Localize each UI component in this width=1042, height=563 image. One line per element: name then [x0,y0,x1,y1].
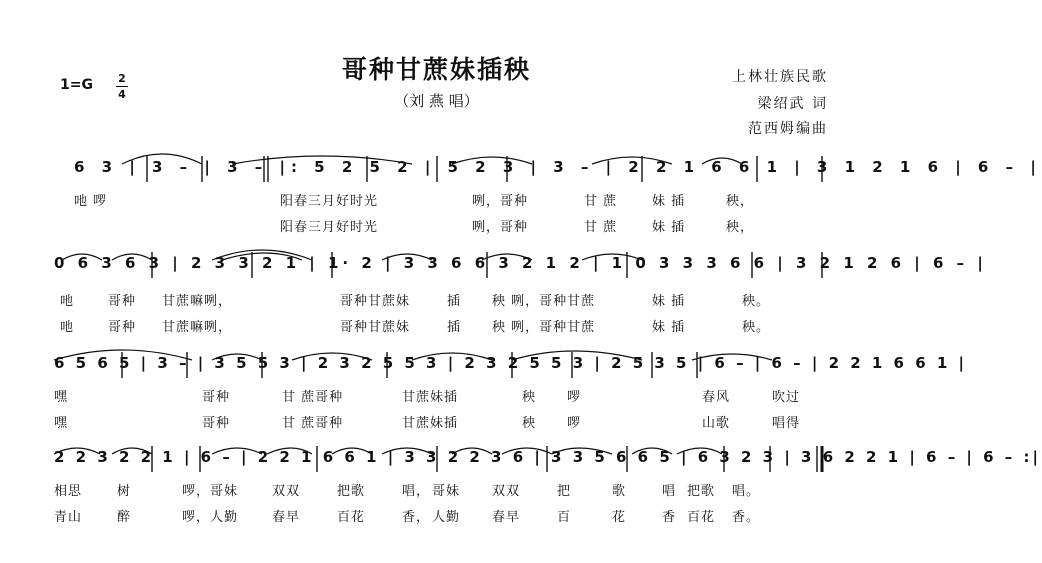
lyric-line-4-verse-2 [52,506,832,528]
lyric: 啰，哥妹 [182,484,239,499]
lyric: 把歌 [337,484,366,499]
lyric: 甘蔗嘛咧， [162,294,233,309]
lyric: 百 [557,510,572,525]
lyric: 花 [612,510,627,525]
lyric: 醉 [117,510,132,525]
notation-line-3 [52,338,968,382]
notation-line-3-notes: 6 5 6 5 | 3 – | 3 5 5 3 | 2 3 2 5 5 3 | 2 3 2 5 5 3 | 2 5 3 5 | 6 – | 6 – | 2 2 1 6 6 1 | [54,354,968,372]
lyric: 哥种 [202,390,231,405]
lyric: 妹 插 [652,220,686,235]
lyric: 秧 [522,390,537,405]
lyric: 吔 [60,320,75,335]
lyric: 歌 [612,484,627,499]
lyric: 甘蔗妹插 [402,416,459,431]
lyric: 吹过 [772,390,801,405]
key-signature: 1=G [60,77,93,93]
lyricist-credit: 梁绍武 词 [757,96,828,112]
lyric: 嘿 [54,390,69,405]
lyric: 百花 [687,510,716,525]
lyric: 甘蔗妹插 [402,390,459,405]
lyric: 双双 [272,484,301,499]
lyric: 香， [402,510,431,525]
lyric: 哥种甘蔗妹 [340,320,411,335]
performer: （刘 燕 唱） [394,92,479,110]
lyric-line-1-verse-1 [52,190,832,212]
lyric: 吔 [60,294,75,309]
lyric: 妹 插 [652,194,686,209]
lyric: 青山 [54,510,83,525]
lyric: 把 [557,484,572,499]
lyric: 秧 咧，哥种甘蔗 [492,294,596,309]
notation-line-2 [52,238,987,282]
lyric: 唱。 [732,484,761,499]
lyric: 秧， [726,194,755,209]
lyric: 啰 [567,416,582,431]
meter-divider [116,86,128,87]
lyric: 甘 蔗 [584,194,618,209]
notation-line-4 [52,432,1041,476]
meter-top: 2 [118,72,126,85]
lyric: 春风 [702,390,731,405]
lyric: 秧。 [742,294,771,309]
arranger-credit: 范西姆编曲 [748,121,828,137]
lyric: 哥妹 [432,484,461,499]
lyric: 把歌 [687,484,716,499]
song-title: 哥种甘蔗妹插秧 [341,55,531,84]
lyric: 啰，人勤 [182,510,239,525]
lyric: 唱得 [772,416,801,431]
lyric: 甘蔗嘛咧， [162,320,233,335]
lyric: 甘 蔗哥种 [282,416,344,431]
lyric: 阳春三月好时光 [280,194,379,209]
lyric: 嘿 [54,416,69,431]
lyric: 秧 [522,416,537,431]
notation-line-2-notes: 0 6 3 6 3 | 2 3 3 2 1 | 1· 2 | 3 3 6 6 3 2 1 2 | 1 0 3 3 3 6 6 | 3 2 1 2 6 | 6 – | [54,254,987,272]
lyric: 山歌 [702,416,731,431]
meter-bottom: 4 [118,88,126,101]
lyric: 香。 [732,510,761,525]
lyric: 春早 [492,510,521,525]
lyric: 插 [447,294,462,309]
lyric: 百花 [337,510,366,525]
lyric: 阳春三月好时光 [280,220,379,235]
lyric-line-3-verse-2 [52,412,832,434]
lyric-line-4-verse-1 [52,480,832,502]
lyric: 哥种 [202,416,231,431]
lyric: 咧，哥种 [472,220,529,235]
lyric: 相思 [54,484,83,499]
lyric: 春早 [272,510,301,525]
lyric: 唱 [662,484,677,499]
lyric: 哥种 [108,294,137,309]
notation-line-4-notes: 2 2 3 2 2 1 | 6 – | 2 2 1 6 6 1 | 3 3 2 2 3 6 | 3 3 5 6 6 5 | 6 3 2 3 | 3 6 2 2 1 | 6 – | 6 – :| [54,448,1041,466]
lyric: 唱， [402,484,431,499]
lyric: 甘 蔗 [584,220,618,235]
notation-line-1-notes: 6 3 | 3 – | 3 – |: 5 2 5 2 | 5 2 3 | 3 – | 2 2 1 6 6 1 | 3 1 2 1 6 | 6 – | [74,158,1042,176]
lyric: 甘 蔗哥种 [282,390,344,405]
lyric: 秧。 [742,320,771,335]
lyric: 哥种 [108,320,137,335]
lyric: 啰 [567,390,582,405]
notation-line-1 [52,142,1042,186]
lyric-line-2-verse-1 [52,290,832,312]
lyric-line-2-verse-2 [52,316,832,338]
lyric-line-1-verse-2 [52,216,832,238]
lyric: 妹 插 [652,294,686,309]
time-signature [116,72,128,101]
lyric: 树 [117,484,132,499]
lyric: 秧， [726,220,755,235]
lyric: 香 [662,510,677,525]
lyric: 插 [447,320,462,335]
lyric-line-3-verse-1 [52,386,832,408]
lyric: 哥种甘蔗妹 [340,294,411,309]
lyric: 妹 插 [652,320,686,335]
lyric: 人勤 [432,510,461,525]
lyric: 双双 [492,484,521,499]
lyric: 吔 啰 [74,194,108,209]
origin-credit: 上林壮族民歌 [732,69,828,85]
lyric: 秧 咧，哥种甘蔗 [492,320,596,335]
lyric: 咧，哥种 [472,194,529,209]
